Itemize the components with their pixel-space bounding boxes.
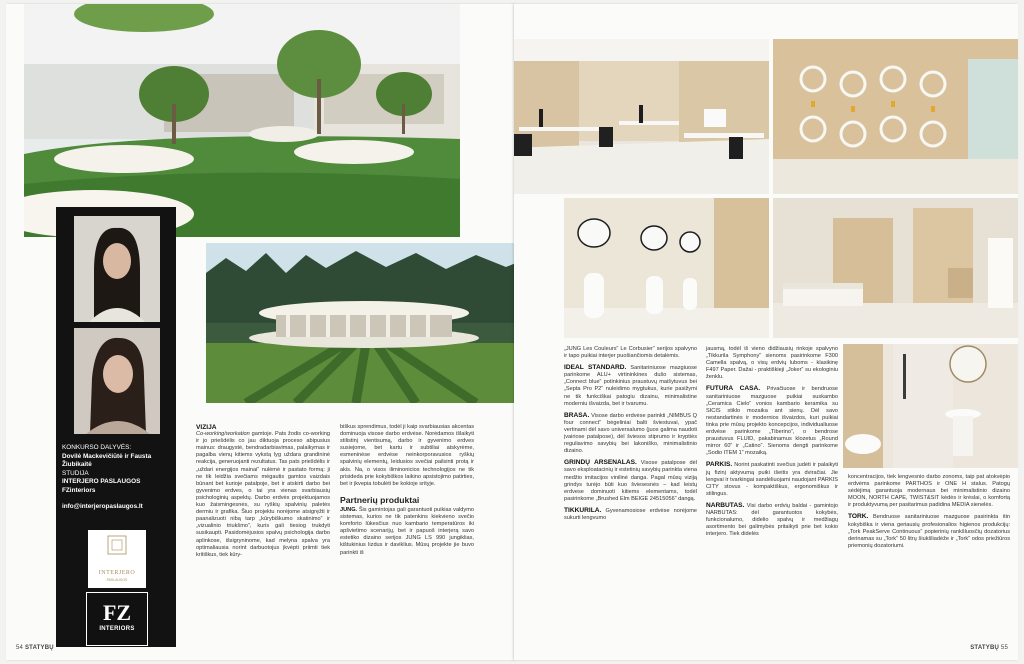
right-page-number: 55: [1000, 645, 1008, 651]
right-folio: [970, 645, 1008, 651]
jung-text: Šis gamintojas gali garantuoti puikias valdymo sistemas, kurios ne tik patenkins kiekvieno svečio komforto lūkesčius nuo kambario temperatūros iki apšvietimo scenarijų, bet ir papuoš interjerą savo estetiko dizaino serijos JUNG LS 990 jungiklias, kištukinius lizdus ir daviklius. Mūsų projekte jie buvo parinkti iš: [340, 506, 474, 556]
article-column-4: [706, 346, 838, 538]
futura-casa-text: Privačiuose ir bendruose sanitariniuose mazguose puikiai suskambo „Ceramica Cielo“ vonios kambario keramika su SICIS stiklo mozaika ant sienų. Dėl savo nestandartinės ir modernios išvaizdos, kuri puikiai tinka prie mūsų projekto koncepcijos, individualiuose erdvėse parinkome „Tiberino“, o bendrose praustuvus FLUID, pakabinamus klozetus „Round mirror 60“ ir „Catino“. Sienoms dengti parinkome „Sodio ITEM 1“ mozaiką.: [706, 386, 838, 457]
article-column-3: [564, 346, 697, 522]
studio-label: STUDIJA: [62, 469, 89, 477]
ideal-standard-text: Sanitariniuose mazgiuose parinkome ALU+ virtininkines dušo sistemas, „Connect blue“ potinkinius praustuvų maišytuvus bei „Septa Pro P2“ nuleidimo mygtukus, kurie pasižymi ne tik funkciškai patogiu dizainu, minimalistine moderniu išvaizda, bet ir tvarumu.: [564, 365, 697, 407]
partners-section-title: Partnerių produktai: [340, 494, 420, 505]
bike-storage-photo: [773, 39, 1018, 194]
left-page: [6, 4, 514, 660]
private-bathroom-photo: [843, 344, 1018, 468]
office-render-illustration: [514, 39, 769, 194]
tikkurila-text: Gyvenamosiose erdvėse norėjome sukurti lengvumo: [564, 507, 697, 521]
washroom-render-illustration: [564, 198, 769, 338]
lounge-render-illustration: [24, 4, 460, 237]
bedroom-render-illustration: [773, 198, 1018, 338]
brasa-text: Visose darbo erdvėse parinkti „NIMBUS Q four connect“ bėgeliniai balti šviestuvai, ypač vertinami dėl savo universalumo (juos galima naudoti įvairiose patalpose), dėl šviesos stiprumo ir kryptiės reguliavimo savybių bei lakoniško, minimalistinio dizaino.: [564, 412, 697, 455]
ideal-standard-label: IDEAL STANDARD.: [564, 364, 627, 372]
grindu-arsenalas-text: Visose patalpose dėl savo eksploatacinių ir estetinių savybių parinkta viena medžio imitacijos vinilinė danga. Pagal mūsų viziją grindys turėjo būti kuo šviesesnės – kad leistų erdvese dominuoti kitiems elementams, todėl pasirinkome „Brushed Elm BEIGE 24515056“ dangą.: [564, 460, 697, 502]
tork-text: Bendruose sanitariniuose mazguose pasirinkta itin kokybiška ir viena geriausių profesionalios higienos produkcijų: „Tork PeakServe Continuous“ popierinių rankšluosčių dozatorius derinamas su „Tork“ 50 litrų šiukšliadėže ir „Tork“ odos priežiūros priemonių dozatoriumi.: [848, 514, 1010, 549]
shared-washroom-photo: [564, 198, 769, 338]
interjero-paslaugos-logo: [88, 530, 146, 588]
brasa-label: BRASA.: [564, 411, 590, 419]
grindu-arsenalas-label: GRINDŲ ARSENALAS.: [564, 459, 637, 467]
futura-casa-label: FUTURA CASA.: [706, 385, 761, 393]
guest-bedroom-photo: [773, 198, 1018, 338]
studio-name: INTERJERO PASLAUGOS FZinteriors: [62, 478, 141, 494]
article-column-2: [340, 424, 474, 557]
column-2-text: biškus sprendimus, todėl ji kaip svarbiausias akcentas dominuoja visose darbo erdvėse. Norėdamos išlaikyti stilistinį vientisumą, darbo ir gyvenimo erdves susiejome, bet kartu ir subtiliai atskyrėme, esmeninėse erdvėse neinkorporavusios ryškių spalvinių elementų, leidusios svečiai pailsinti protą ir akis. Na, o visos iliminonicios technologijos ne tik prisideda prie kokybiškos laikino apsistojimo patirties, bet ir įkvepia tobulėti be kokioje srityje.: [340, 424, 475, 487]
paslaugos-logo-text: PASLAUGOS: [106, 578, 128, 582]
vizija-body: gamtoje. Pats žodis co-working ir jo priešdėlis co jau diktuoja proceso abipusius mainus: draugystė, bendradarbiavimas, palaikymas ir pagalba vienų kitiems vykstą lyg uždara grandininė reakcija, generuojanti rezultatus. Tas pats priešdėlis ir „uždari energijos mainai“ nulėmė ir pastato formą: ji ne tik leidžia svečiams mėgautis gamtos vaizdais būnant bet kurioje patalpoje, bet ir atskirti darbo bei gyvenimo erdves, o tai yra vienas svarbiausių psichologinių aspektų. Darbo erdvės projektuojamos kuo žaismingesnės, su ryškių spalvinių paletės dermiu ir grafika. Šiuo projektu norėjome atsigręžti ir paanalizuoti nibą tarp „kūrybiškumo skatinimo“ ir „vizualinio triukšmo“, kuris gali tiesiog trukdyti susikaupti. Pasidomėjusios spalvų psichologija darbo aplinkose, išsigryninome, kad melyna spalva yra optimaliausia norint darbuotojus įkvėpti priimti tiek kritiškus, tiek kūry-: [196, 431, 330, 558]
fz-interiors-text: INTERIORS: [99, 626, 135, 632]
narbutas-label: NARBUTAS.: [706, 501, 745, 509]
left-folio: [16, 645, 54, 651]
fz-logo-text: FZ: [102, 600, 132, 625]
hero-exterior-photo: [24, 4, 460, 237]
tikkurila-label: TIKKURILA.: [564, 506, 602, 514]
column-3-intro: „JUNG Les Couleurs“ Le Corbusier“ serijos spalvyno ir tapo puikiai interjer puošiančiomis detalėmis.: [564, 346, 697, 360]
interjero-logo-text: INTERJERO: [98, 570, 136, 576]
office-workspace-photo: [514, 39, 769, 194]
vizija-heading: VIZIJA: [196, 424, 217, 431]
contest-participants: [62, 444, 172, 511]
contact-email[interactable]: info@interjeropaslaugos.lt: [62, 502, 143, 510]
designer-portrait-2: [74, 328, 160, 434]
participants-label: KONKURSO DALYVĖS:: [62, 444, 132, 451]
right-page: [514, 4, 1018, 660]
left-page-number: 54: [16, 645, 24, 651]
fz-interiors-logo: [86, 592, 148, 646]
pavilion-render-illustration: [206, 243, 514, 403]
left-magazine-name: STATYBŲ: [24, 645, 54, 651]
vizija-lead: Co-working/workation: [196, 431, 250, 438]
bike-rack-render-illustration: [773, 39, 1018, 194]
participants-names: Dovilė Mackevičiūtė ir Fausta Žiubikaitė: [62, 452, 152, 469]
right-magazine-name: STATYBŲ: [970, 645, 1000, 651]
article-column-5: [848, 474, 1010, 550]
bathroom-render-illustration: [843, 344, 1018, 468]
designer-portrait-1: [74, 216, 160, 322]
parkis-text: Norint paskatinti svečius judėti ir palaikyti jų fizinį aktyvumą puiki išeitis yra dviračiai. Jie lengvai ir tvarkingai sandėliuojami naudojant PARKIS CITY stovus - kompaktiškus, ergonomiškus ir stilingus.: [706, 462, 838, 497]
parkis-label: PARKIS.: [706, 461, 733, 469]
column-4-text: jausmą, todėl iš vieno didžiausių rinkoje spalvyno „Tikkurila Symphony“ sienoms pasirinkome F300 Camella spalvą, o visų erdvių luboms - klasikinę F497 Paper. Dažai - praktiškieji „Joker“ su ekologiniu ženklu.: [706, 346, 838, 381]
column-5-text: koncentracijos, tiek lengvesnio darbo zonoms, taip pat atokvėpio erdvėms parinkome PARTHOS ir ONE H stalus. Patogų sėdėjimą garantuoja modernaus bei minimalistinio dizaino MOON, NORTH CAPE, TWIST&SIT kėdės ir krėslai, o komfortą ir produktyvumą per pasitarimus padidina MEDIA sienelės.: [848, 474, 1010, 509]
article-column-1: [196, 424, 330, 559]
tork-label: TORK.: [848, 513, 869, 521]
pavilion-forest-photo: [206, 243, 514, 403]
narbutas-text: Visi darbo erdvių baldai - gamintojo NARBUTAS: dėl garantuotos kokybės, funkcionalumo, didelio spalvų ir medžiagų asortimento bei galimybės pritaikyti prie bet kokio interjero. Tiek didelės: [706, 502, 838, 538]
jung-label: JUNG.: [340, 506, 358, 513]
